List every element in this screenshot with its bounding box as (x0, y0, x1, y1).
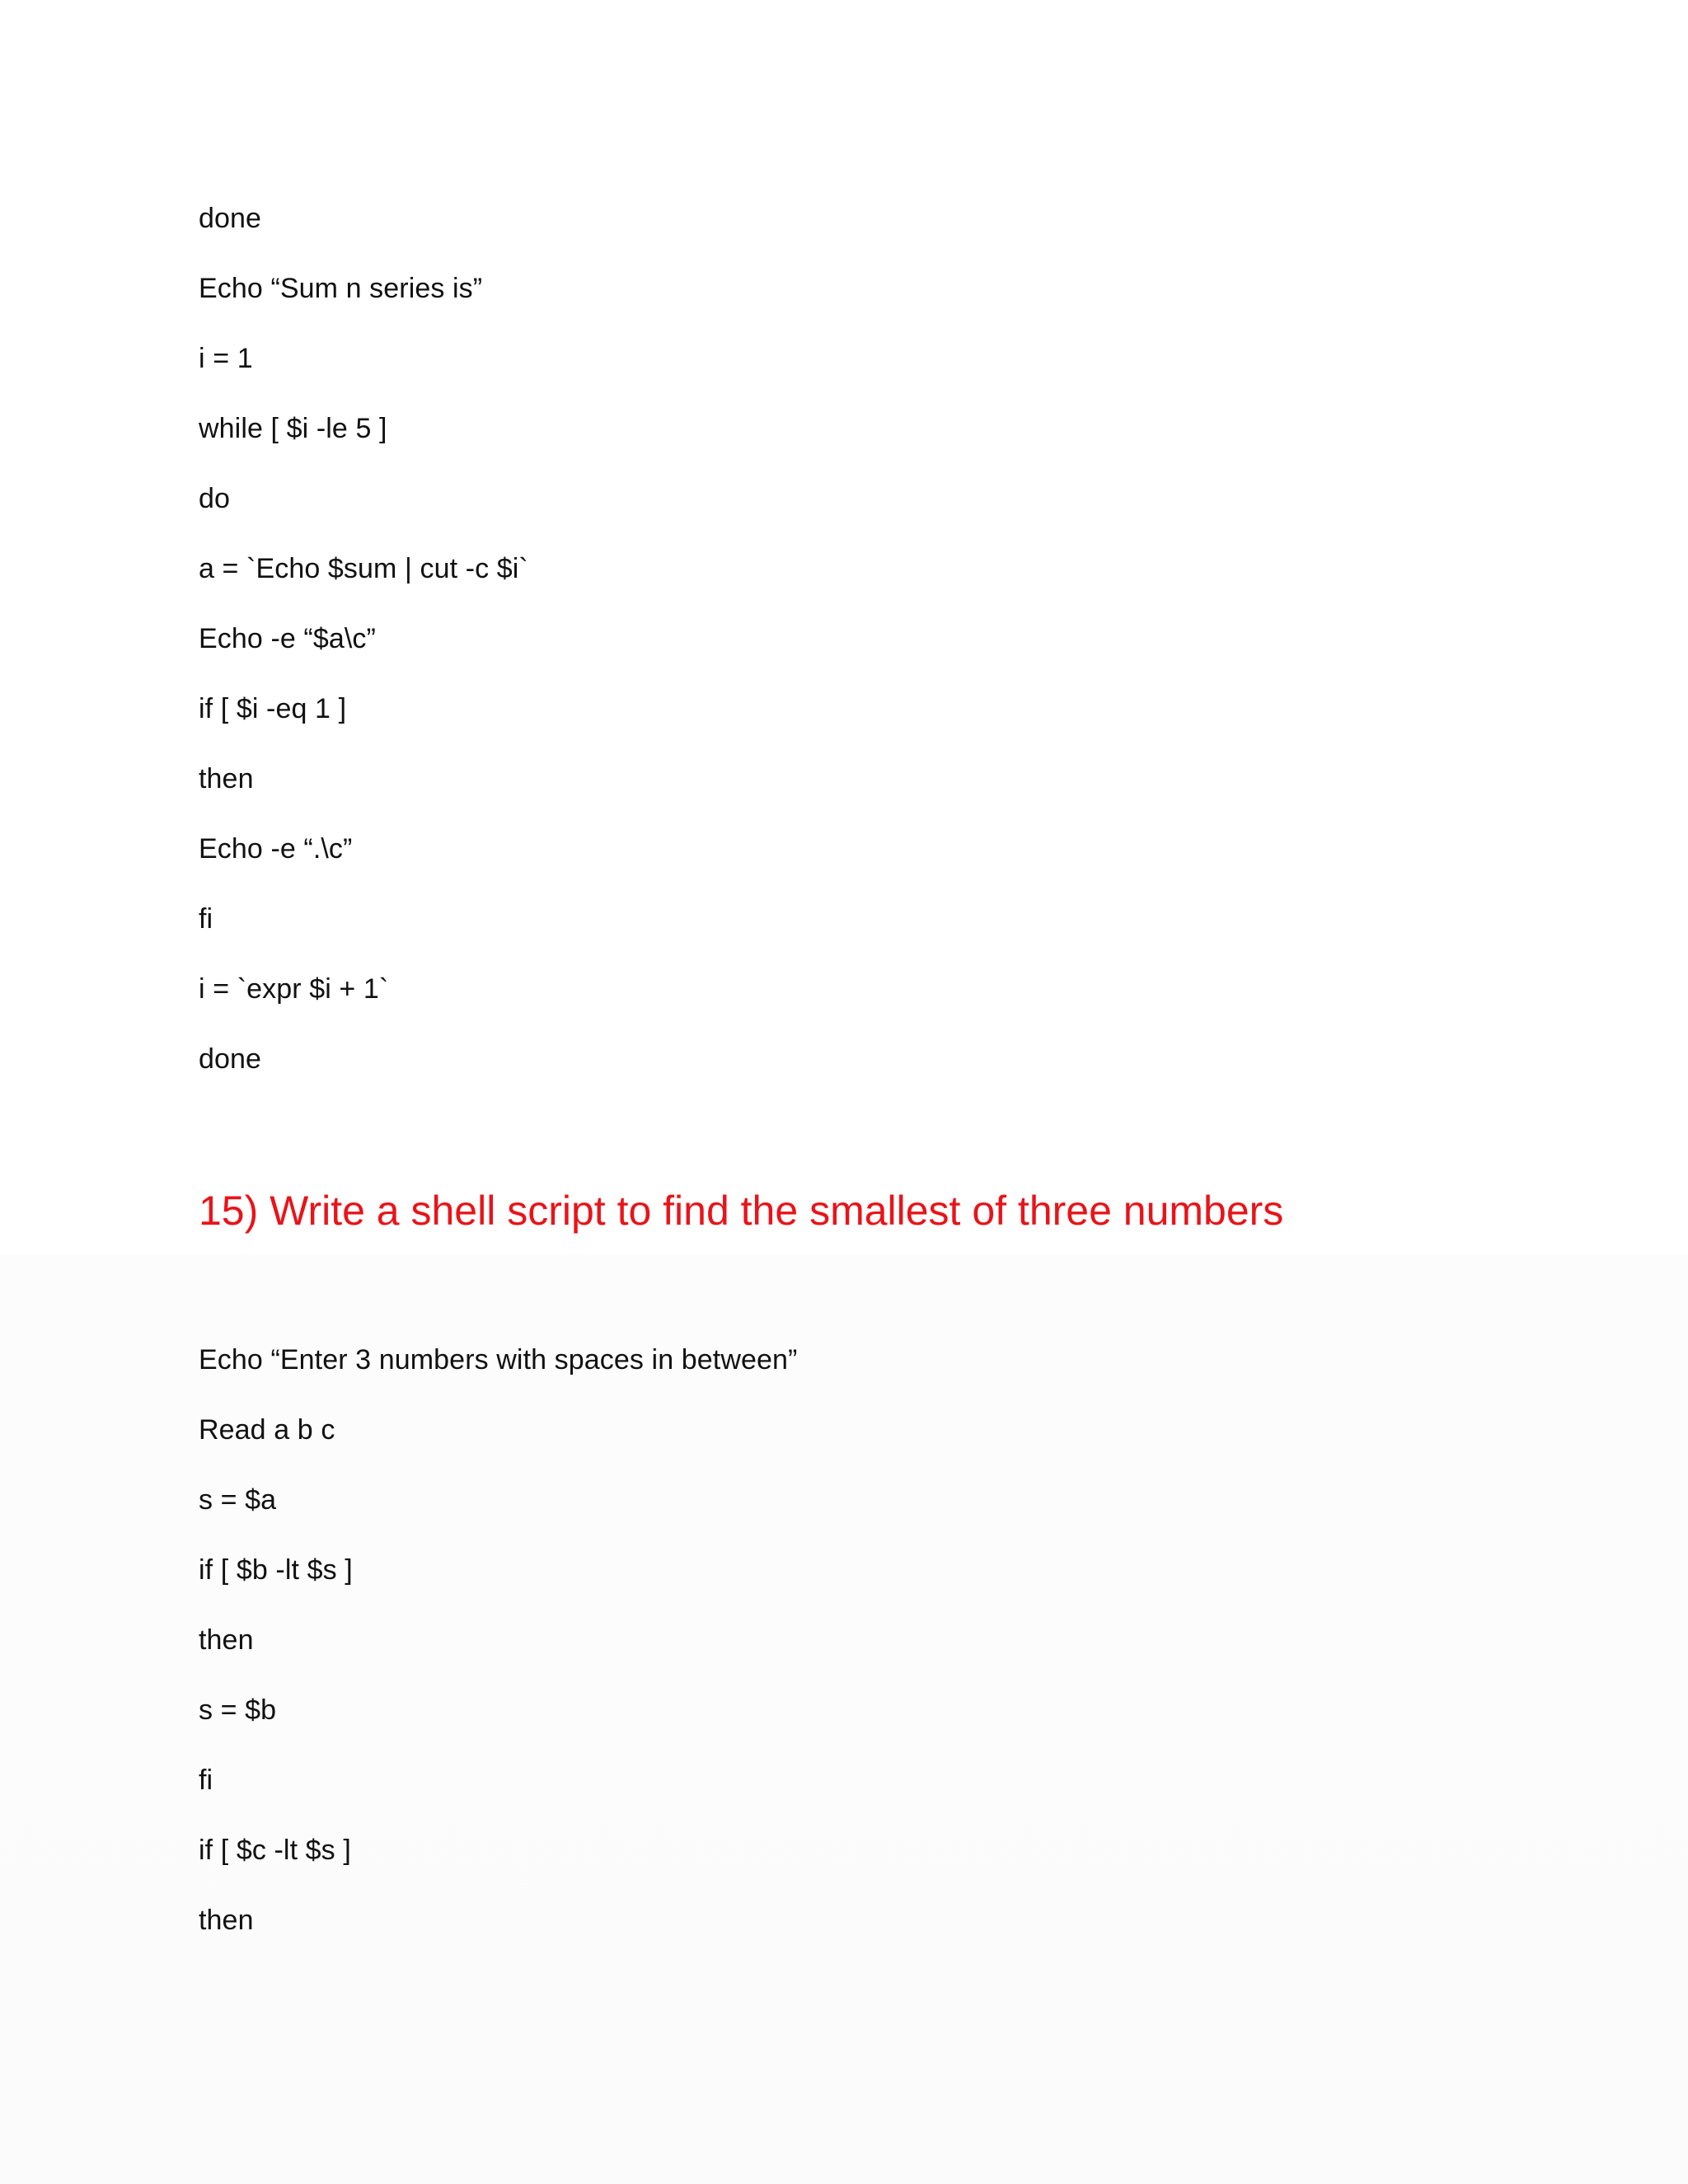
code-line: Echo “Sum n series is” (199, 273, 483, 304)
code-line: then (199, 1624, 254, 1656)
code-line: a = `Echo $sum | cut -c $i` (199, 553, 528, 584)
code-line: then (199, 763, 254, 794)
section-heading: 15) Write a shell script to find the smallest of three numbers (199, 1188, 1284, 1234)
code-line: fi (199, 903, 213, 935)
code-line: done (199, 1043, 262, 1075)
code-line: i = `expr $i + 1` (199, 973, 389, 1005)
code-line: Echo “Enter 3 numbers with spaces in between” (199, 1344, 798, 1376)
code-line: s = $b (199, 1694, 277, 1726)
code-line: fi (199, 1765, 213, 1796)
code-line: Read a b c (199, 1414, 335, 1446)
code-line: if [ $b -lt $s ] (199, 1554, 353, 1586)
code-line: then (199, 1905, 254, 1936)
code-line: done (199, 203, 262, 234)
code-line: i = 1 (199, 343, 253, 374)
code-line: do (199, 483, 231, 514)
code-line: Echo -e “$a\c” (199, 623, 376, 654)
code-line: while [ $i -le 5 ] (199, 413, 387, 444)
code-line: if [ $c -lt $s ] (199, 1835, 351, 1866)
code-line: s = $a (199, 1484, 277, 1516)
code-line: Echo -e “.\c” (199, 833, 353, 865)
code-line: if [ $i -eq 1 ] (199, 693, 347, 724)
